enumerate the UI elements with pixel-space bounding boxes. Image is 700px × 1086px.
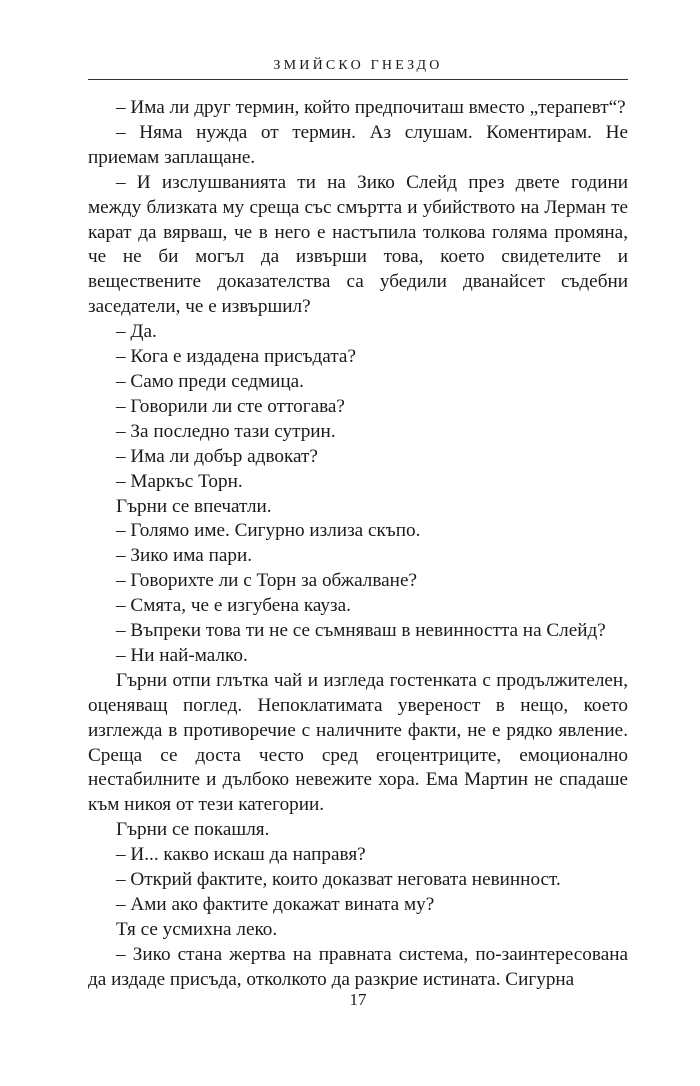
paragraph: – Кога е издадена присъдата? bbox=[116, 346, 356, 368]
paragraph: – За последно тази сутрин. bbox=[116, 420, 336, 442]
paragraph: – И изслушванията ти на Зико Слейд през двете години между близката му среща със смъртта и убийството на Лерман те карат да вярваш, че в него е настъпила толкова голяма промяна, че не би могъл да извърши това, което свидетелите и веществените доказателства са убедили дванайсет съдебни заседатели, че е извършил? bbox=[88, 171, 628, 318]
paragraph: – И... какво искаш да направя? bbox=[116, 844, 366, 866]
paragraph: Тя се усмихна леко. bbox=[116, 918, 278, 940]
paragraph: – Въпреки това ти не се съмняваш в невинността на Слейд? bbox=[116, 620, 606, 642]
paragraph: Гърни се покашля. bbox=[116, 819, 270, 841]
paragraph: – Има ли друг термин, който предпочиташ вместо „терапевт“? bbox=[116, 97, 626, 118]
paragraph: – Смята, че е изгубена кауза. bbox=[116, 595, 351, 617]
body-text bbox=[88, 96, 628, 993]
paragraph: – Зико има пари. bbox=[116, 545, 253, 567]
paragraph: – Голямо име. Сигурно излиза скъпо. bbox=[116, 520, 421, 542]
paragraph: – Зико стана жертва на правната система, по-заинтересована да издаде присъда, отколкото да разкрие истината. Сигурна bbox=[88, 943, 628, 990]
running-header: ЗМИЙСКО ГНЕЗДО bbox=[273, 58, 443, 73]
paragraph: – Говорили ли сте оттогава? bbox=[116, 395, 345, 417]
page-number: 17 bbox=[349, 990, 367, 1009]
paragraph: – Няма нужда от термин. Аз слушам. Коментирам. Не приемам заплащане. bbox=[88, 121, 628, 168]
paragraph: – Само преди седмица. bbox=[116, 370, 304, 392]
paragraph: – Ни най-малко. bbox=[116, 644, 248, 666]
header-rule bbox=[88, 79, 628, 80]
paragraph: – Говорихте ли с Торн за обжалване? bbox=[116, 570, 417, 592]
paragraph: Гърни отпи глътка чай и изгледа гостенката с продължителен, оценяващ поглед. Непоклатимата увереност в нещо, което изглежда в противоречие с наличните факти, не е рядко явление. Среща се доста често сред егоцентриците, емоционално нестабилните и дълбоко невежите хора. Ема Мартин не спадаше към никоя от тези категории. bbox=[88, 669, 628, 816]
paragraph: – Ами ако фактите докажат вината му? bbox=[116, 894, 435, 915]
paragraph: Гърни се впечатли. bbox=[116, 495, 272, 517]
paragraph: – Има ли добър адвокат? bbox=[116, 445, 318, 467]
paragraph: – Да. bbox=[116, 321, 157, 343]
paragraph: – Маркъс Торн. bbox=[116, 470, 243, 492]
paragraph: – Открий фактите, които доказват неговата невинност. bbox=[116, 869, 561, 891]
